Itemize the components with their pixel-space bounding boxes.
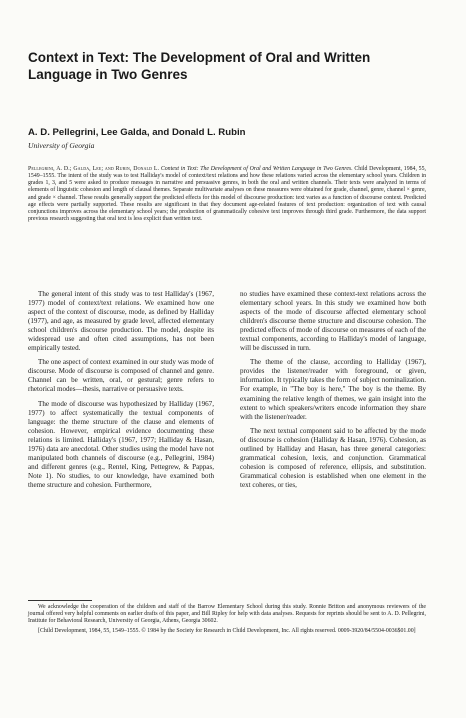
body-paragraph: The general intent of this study was to test Halliday's (1967, 1977) model of context/text relations. We examined how one aspect of the context of discourse, mode, as defined by Halliday (1977), and age, as measured by grade level, affected elementary school children's discourse production. The model, despite its widespread use and often cited assumptions, has not been empirically tested. xyxy=(28,290,214,353)
footnote-copyright: [Child Development, 1984, 55, 1549–1555. © 1984 by the Society for Research in Child Development, Inc. All rights reserved. 0009-3920/84/5504-0036$01.00] xyxy=(38,627,416,634)
body-paragraph: no studies have examined these context-text relations across the elementary school years. In this study we examined how both aspects of the mode of discourse affected elementary school children's discourse theme structure and discourse cohesion. The predicted effects of mode of discourse on measures of each of the textual components, according to Halliday's model of language, will be discussed in turn. xyxy=(240,290,427,353)
body-paragraph: The mode of discourse was hypothesized by Halliday (1967, 1977) to affect systematically the textual components of language: the theme structure of the clause and elements of cohesion. However, empirical evidence documenting these relations is limited. Halliday's (1967, 1977; Halliday & Hasan, 1976) data are anecdotal. Other studies using the model have not manipulated both channels of discourse (e.g., Pellegrini, 1984) and different genres (e.g., Rentel, King, Pettegrew, & Pappas, Note 1). No studies, to our knowledge, have examined both theme structure and cohesion. Furthermore, xyxy=(28,399,214,489)
body-column-left xyxy=(28,290,214,495)
article-authors: A. D. Pellegrini, Lee Galda, and Donald L. Rubin xyxy=(28,127,246,138)
body-paragraph: The next textual component said to be affected by the mode of discourse is cohesion (Halliday & Hasan, 1976). Cohesion, as outlined by Halliday and Hasan, has three general categories: grammatical cohesion, lexis, and conjunction. Grammatical cohesion is composed of reference, ellipsis, and substitution. Grammatical cohesion is established when one element in the text coheres, or ties, xyxy=(240,426,426,489)
author-affiliation: University of Georgia xyxy=(28,141,95,150)
abstract-citation-title: Context in Text: The Development of Oral and Written Language in Two Genres. xyxy=(160,166,353,172)
footnote-divider xyxy=(28,600,92,601)
footnote xyxy=(28,604,426,637)
body-column-right xyxy=(240,290,426,495)
abstract-citation-source: Child Development, 1984, 55, 1549–1555. xyxy=(28,166,426,180)
abstract xyxy=(28,166,426,223)
body-paragraph: The one aspect of context examined in our study was mode of discourse. Mode of discourse is composed of channel and genre. Channel can be written, oral, or gestural; genre refers to rhetorical modes—thesis, narrative or persuasive texts. xyxy=(28,358,214,394)
body-paragraph: The theme of the clause, according to Halliday (1967), provides the listener/reader with foreground, or given, information. It typically takes the form of subject nominalization. For example, in "The boy is here," The boy is the theme. By examining the relative length of themes, we gain insight into the extent to which speakers/writers encode information they share with the listener/reader. xyxy=(240,358,426,421)
footnote-acknowledgment: We acknowledge the cooperation of the children and staff of the Barrow Elementary School during this study. Ronnie Britton and anonymous reviewers of the journal offered very helpful comments on earlier drafts of this paper, and Bill Ripley for help with data analyses. Requests for reprints should be sent to A. D. Pellegrini, Institute for Behavioral Research, University of Georgia, Athens, Georgia 30602. xyxy=(28,604,426,625)
abstract-citation-authors: Pellegrini, A. D.; Galda, Lee; and Rubin, Donald L. xyxy=(28,166,160,172)
article-title: Context in Text: The Development of Oral and Written Language in Two Genres xyxy=(28,50,371,82)
abstract-body: The intent of the study was to test Halliday's model of context/text relations and how these relations varied across the elementary school years. Children in grades 1, 3, and 5 were asked to produce messages in narrative and persuasive genres, in both the oral and written channels. Their texts were analyzed in terms of elements of linguistic cohesion and length of clausal themes. Separate multivariate analyses on these measures were obtained for grade, channel, genre, channel × genre, and grade × channel. These results generally support the predicted effects for this model of discourse production: text varies as a function of discourse context. Predicted age effects were partially supported. These results are significant in that they document age-related features of text production: organization of text with causal conjunctions improves across the elementary school years; the production of grammatically cohesive text improves through third grade. Furthermore, the data support previous research suggesting that oral text is less explicit than written text. xyxy=(28,173,426,223)
